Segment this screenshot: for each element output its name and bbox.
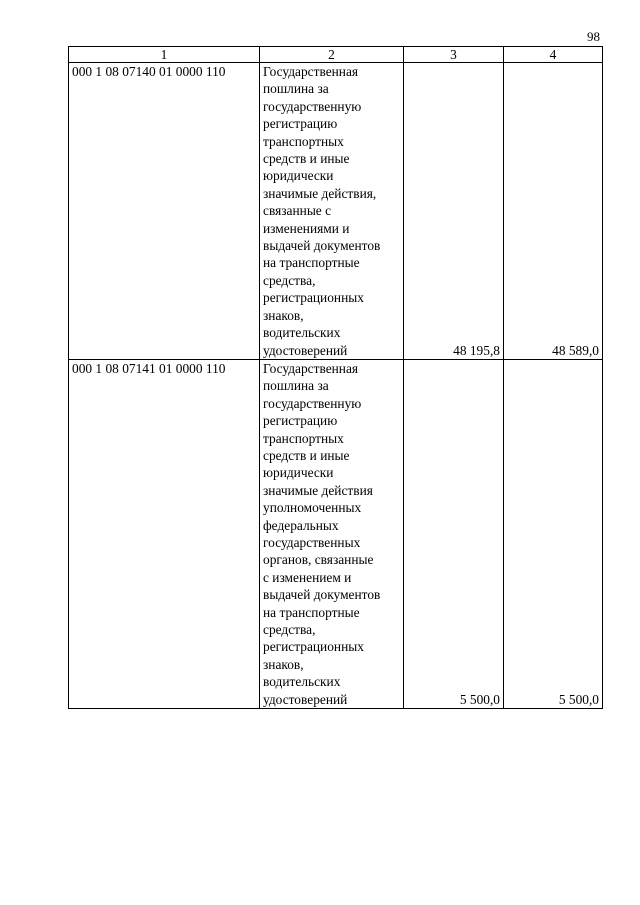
name-line: органов, связанные	[263, 552, 374, 568]
name-line: пошлина за	[263, 81, 329, 97]
budget-table	[68, 46, 603, 709]
name-line: на транспортные	[263, 255, 360, 271]
name-line: знаков,	[263, 307, 304, 323]
name-line: пошлина за	[263, 378, 329, 394]
name-line: уполномоченных	[263, 500, 362, 516]
column-header-1: 1	[69, 47, 260, 63]
name-line: Государственная	[263, 64, 359, 79]
column-header-3: 3	[404, 47, 504, 63]
name-line: юридически	[263, 168, 334, 184]
classification-code: 000 1 08 07141 01 0000 110	[69, 359, 260, 708]
value-column-3: 48 195,8	[404, 63, 504, 360]
name-line: регистрационных	[263, 290, 364, 306]
name-line: транспортных	[263, 133, 344, 149]
name-line: государственную	[263, 395, 362, 411]
name-line: регистрационных	[263, 639, 364, 655]
name-line: юридически	[263, 465, 334, 481]
name-line: удостоверений	[263, 342, 348, 358]
value-column-4: 5 500,0	[504, 359, 603, 708]
page-number: 98	[587, 29, 600, 44]
table-row	[69, 63, 603, 360]
name-line: на транспортные	[263, 604, 360, 620]
name-line: средства,	[263, 622, 316, 637]
column-header-4: 4	[504, 47, 603, 63]
name-line: регистрацию	[263, 116, 338, 132]
name-line: водительских	[263, 674, 341, 690]
name-line: связанные с	[263, 203, 332, 219]
name-line: с изменением и	[263, 569, 352, 585]
name-line: значимые действия,	[263, 185, 377, 201]
name-line: регистрацию	[263, 413, 338, 429]
revenue-name	[260, 63, 404, 360]
name-line: удостоверений	[263, 691, 348, 707]
name-line: средств и иные	[263, 447, 350, 463]
name-line: Государственная	[263, 360, 359, 376]
revenue-name	[260, 359, 404, 708]
name-line: водительских	[263, 325, 341, 341]
name-line: средства,	[263, 272, 316, 288]
name-line: значимые действия	[263, 482, 373, 498]
name-line: знаков,	[263, 656, 304, 672]
name-line: транспортных	[263, 430, 344, 446]
table-row	[69, 359, 603, 708]
name-line: федеральных	[263, 517, 339, 533]
name-line: государственную	[263, 98, 362, 114]
name-line: выдачей документов	[263, 587, 381, 603]
column-header-2: 2	[260, 47, 404, 63]
table-header-row	[69, 47, 603, 63]
value-column-4: 48 589,0	[504, 63, 603, 360]
name-line: изменениями и	[263, 220, 350, 236]
name-line: выдачей документов	[263, 238, 381, 254]
classification-code: 000 1 08 07140 01 0000 110	[69, 63, 260, 360]
value-column-3: 5 500,0	[404, 359, 504, 708]
name-line: средств и иные	[263, 151, 350, 167]
name-line: государственных	[263, 534, 361, 550]
